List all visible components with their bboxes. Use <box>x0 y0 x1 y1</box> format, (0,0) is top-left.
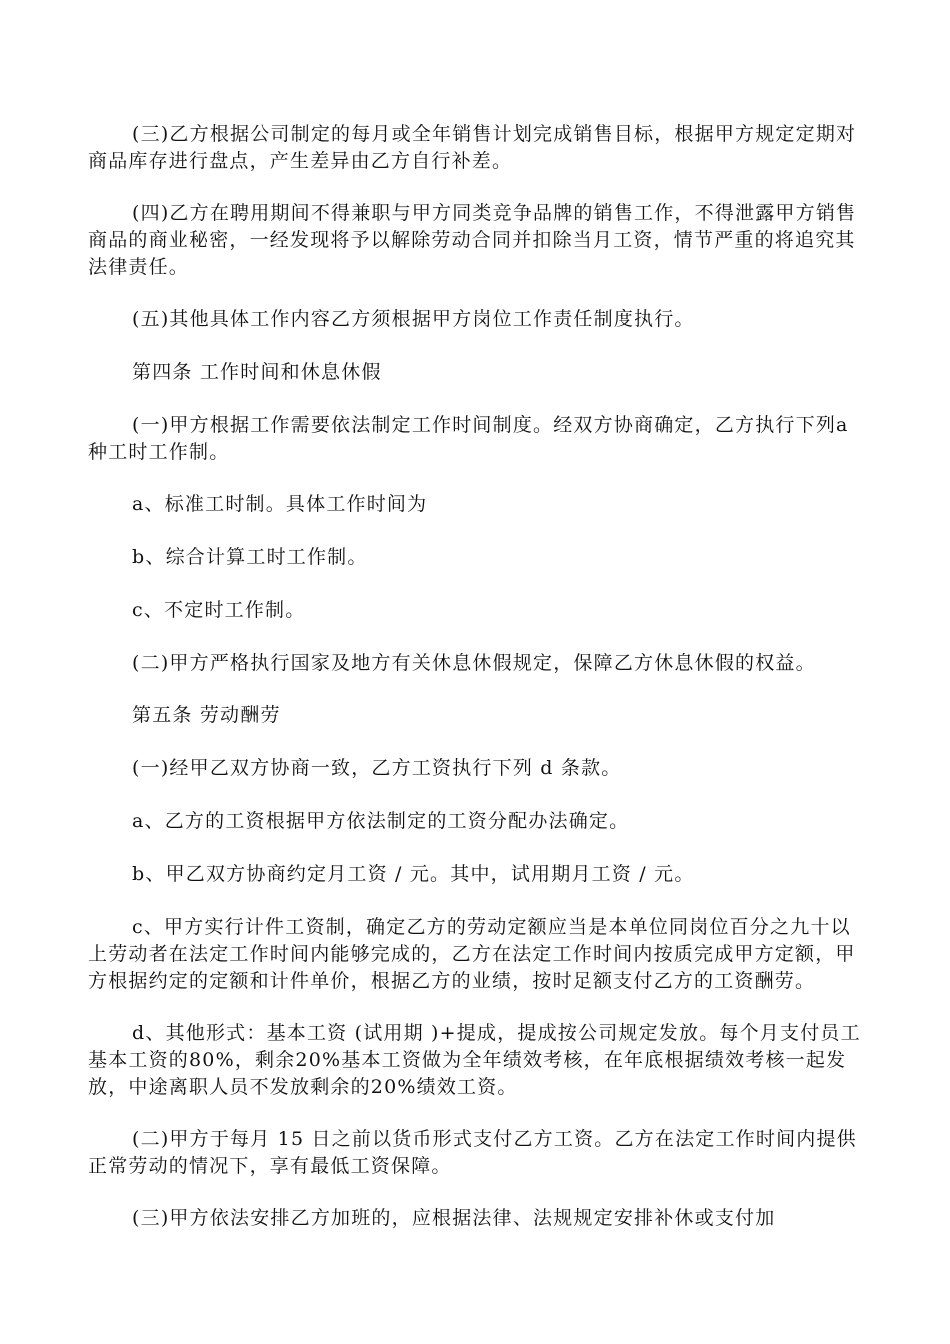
clause-5-1-option-d: d、其他形式：基本工资 (试用期 )+提成，提成按公司规定发放。每个月支付员工基本工资的80%，剩余20%基本工资做为全年绩效考核，在年底根据绩效考核一起发放，中途离职人员不发放剩余的20%绩效工资。 <box>88 1022 861 1098</box>
clause-3-4-paragraph: (四)乙方在聘用期间不得兼职与甲方同类竞争品牌的销售工作，不得泄露甲方销售商品的商业秘密，一经发现将予以解除劳动合同并扣除当月工资，情节严重的将追究其法律责任。 <box>88 202 857 278</box>
clause-4-2-paragraph: (二)甲方严格执行国家及地方有关休息休假规定，保障乙方休息休假的权益。 <box>132 652 816 674</box>
clause-4-1-option-a: a、标准工时制。具体工作时间为 <box>132 493 428 515</box>
clause-5-3-paragraph: (三)甲方依法安排乙方加班的，应根据法律、法规规定安排补休或支付加 <box>132 1207 776 1229</box>
clause-3-3-paragraph: (三)乙方根据公司制定的每月或全年销售计划完成销售目标，根据甲方规定定期对商品库存进行盘点，产生差异由乙方自行补差。 <box>88 123 857 172</box>
clause-5-1-option-c: c、甲方实行计件工资制，确定乙方的劳动定额应当是本单位同岗位百分之九十以上劳动者在法定工作时间内能够完成的，乙方在法定工作时间内按质完成甲方定额，甲方根据约定的定额和计件单价，根据乙方的业绩，按时足额支付乙方的工资酬劳。 <box>88 916 856 992</box>
clause-4-1-paragraph: (一)甲方根据工作需要依法制定工作时间制度。经双方协商确定，乙方执行下列a种工时工作制。 <box>88 414 849 463</box>
article-4-heading: 第四条 工作时间和休息休假 <box>132 361 382 383</box>
clause-4-1-option-b: b、综合计算工时工作制。 <box>132 546 368 568</box>
clause-5-1-option-a: a、乙方的工资根据甲方依法制定的工资分配办法确定。 <box>132 810 630 832</box>
document-body <box>88 121 863 1258</box>
clause-4-1-option-c: c、不定时工作制。 <box>132 599 306 621</box>
article-5-heading: 第五条 劳动酬劳 <box>132 704 281 726</box>
clause-5-2-paragraph: (二)甲方于每月 15 日之前以货币形式支付乙方工资。乙方在法定工作时间内提供正常劳动的情况下，享有最低工资保障。 <box>88 1128 857 1177</box>
clause-5-1-paragraph: (一)经甲乙双方协商一致，乙方工资执行下列 d 条款。 <box>132 757 622 779</box>
clause-3-5-paragraph: (五)其他具体工作内容乙方须根据甲方岗位工作责任制度执行。 <box>132 308 695 330</box>
clause-5-1-option-b: b、甲乙双方协商约定月工资 / 元。其中，试用期月工资 / 元。 <box>132 863 695 885</box>
